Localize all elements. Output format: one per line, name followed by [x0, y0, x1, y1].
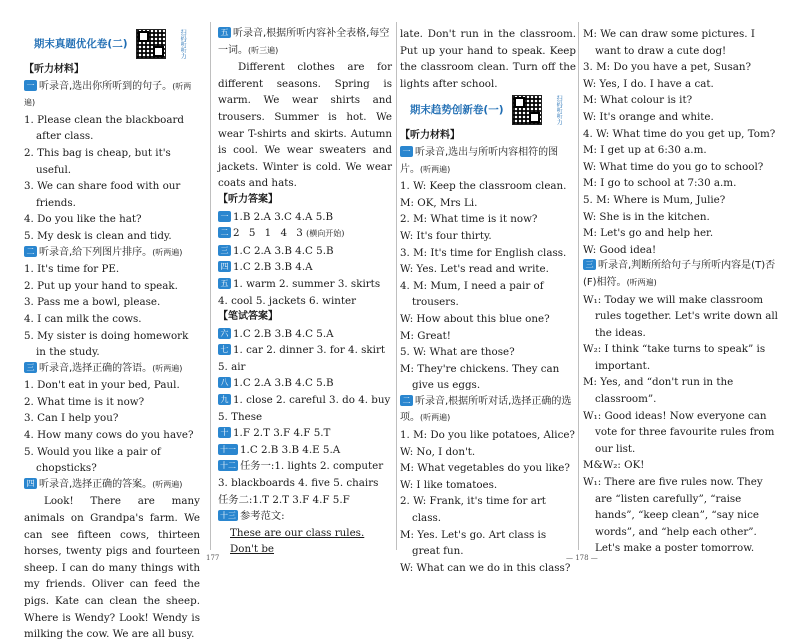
dialogue-list [400, 427, 576, 576]
number-badge-icon: 三 [24, 362, 37, 373]
number-badge-icon: 九 [218, 394, 231, 405]
column-divider [578, 22, 579, 550]
answer-line: 二 2 5 1 4 3 (横向开始) [218, 225, 392, 243]
model-essay: These are our class rules. Don't be [230, 526, 365, 556]
qr-caption: 扫码听听力 [555, 95, 563, 126]
question-list [24, 112, 200, 245]
column-4 [583, 26, 783, 557]
number-badge-icon: 二 [24, 246, 37, 257]
question-item: 5. My sister is doing homework in the study. [24, 329, 189, 359]
qr-caption: 扫码听听力 [179, 29, 187, 59]
section-heading: 【听力材料】 [24, 64, 84, 75]
question-item: 2. This bag is cheap, but it's useful. [24, 146, 171, 176]
question-item: 4. I can milk the cows. [24, 312, 142, 325]
number-badge-icon: 六 [218, 328, 231, 339]
question-item: 3. We can share food with our friends. [24, 180, 181, 209]
answer-line: 4. cool 5. jackets 6. winter [218, 294, 357, 307]
number-badge-icon: 五 [218, 278, 231, 289]
qr-code-icon [136, 29, 166, 59]
dialogue-line: M: Let's go and help her. [583, 227, 714, 240]
number-badge-icon: 四 [24, 478, 37, 489]
dialogue-line: W₂: I think “take turns to speak” is important. [583, 343, 766, 372]
number-badge-icon: 四 [218, 261, 231, 272]
dialogue-line: W: I like tomatoes. [400, 478, 498, 491]
page-number: 177 [206, 554, 220, 562]
dialogue-list [583, 26, 783, 258]
question-item: 3. Pass me a bowl, please. [24, 296, 161, 309]
answer-line: 十二 任务一:1. lights 2. computer [220, 460, 384, 473]
number-badge-icon: 一 [24, 80, 37, 91]
answer-line: 七 1. car 2. dinner 3. for 4. skirt [218, 342, 392, 359]
instruction: 一 听录音,选出你所听到的句子。(听两遍) [24, 80, 192, 108]
page-number: — 178 — [566, 554, 598, 562]
question-item: 4. How many cows do you have? [24, 429, 194, 442]
dialogue-line: 4. M: Mum, I need a pair of trousers. [400, 279, 544, 309]
instruction: 三 听录音,选择正确的答语。(听两遍) [24, 361, 200, 378]
instruction: 二 听录音,给下列图片排序。(听两遍) [24, 245, 200, 262]
answer-line: 十 1.F 2.T 3.F 4.F 5.T [218, 425, 392, 442]
number-badge-icon: 三 [218, 245, 231, 256]
question-list [24, 261, 200, 361]
question-item: 1. Don't eat in your bed, Paul. [24, 379, 180, 392]
instruction: 三 听录音,判断所给句子与所听内容是(T)否(F)相符。(听两遍) [583, 260, 776, 288]
question-item: 5. Would you like a pair of chopsticks? [24, 445, 161, 475]
dialogue-line: W₁: Today we will make classroom rules together. Let's write down all the ideas. [583, 293, 778, 339]
number-badge-icon: 十三 [220, 511, 236, 521]
column-divider [210, 22, 211, 550]
answer-line: 5. These [218, 410, 263, 423]
dialogue-line: W₁: There are five rules now. They are “listen carefully”, “raise hands”, “keep clean”, “say nice words”, and “help each other”. Let's make a poster tomorrow. [583, 476, 763, 555]
essay-continued: late. Don't run in the classroom. Put up your hand to speak. Keep the classroom clean. Turn off the lights after school. [400, 28, 576, 90]
section-heading: 【听力答案】 [218, 193, 278, 205]
dialogue-line: 1. M: Do you like potatoes, Alice? [400, 429, 575, 442]
question-item: 4. Do you like the hat? [24, 213, 142, 226]
number-badge-icon: 十 [218, 427, 231, 438]
dialogue-line: 2. M: What time is it now? [400, 213, 538, 226]
instruction: 一 听录音,选出与所听内容相符的图片。(听两遍) [400, 146, 559, 175]
instruction: 二 听录音,根据所听对话,选择正确的选项。(听两遍) [400, 395, 572, 424]
dialogue-list [583, 292, 783, 558]
question-item: 1. It's time for PE. [24, 263, 120, 276]
exam-header [24, 26, 200, 62]
dialogue-line: 2. W: Frank, it's time for art class. [400, 495, 546, 525]
dialogue-line: 4. W: What time do you get up, Tom? [583, 127, 776, 140]
number-badge-icon: 二 [218, 227, 231, 238]
number-badge-icon: 一 [400, 146, 413, 157]
dialogue-line: W: It's four thirty. [400, 229, 492, 242]
dialogue-line: M: Yes. Let's go. Art class is great fun. [400, 528, 547, 558]
dialogue-line: W: What time do you go to school? [583, 160, 764, 173]
dialogue-line: 5. M: Where is Mum, Julie? [583, 193, 726, 206]
dialogue-line: M: I go to school at 7:30 a.m. [583, 177, 737, 190]
answer-line: 任务二:1.T 2.T 3.F 4.F 5.F [218, 493, 350, 506]
instruction: 四 听录音,选择正确的答案。(听两遍) [24, 477, 200, 494]
answer-line: 5. air [218, 360, 246, 373]
question-item: 1. Please clean the blackboard after class. [24, 113, 185, 143]
instruction: 五 听录音,根据所听内容补全表格,每空一词。(听三遍) [218, 28, 390, 56]
number-badge-icon: 三 [583, 259, 596, 270]
question-item: 2. Put up your hand to speak. [24, 279, 178, 292]
dialogue-line: W: Good idea! [583, 243, 657, 256]
question-item: 3. Can I help you? [24, 412, 119, 425]
exam-title: 期末真题优化卷(二) [33, 37, 128, 50]
qr-code-icon [512, 95, 542, 125]
question-list [24, 377, 200, 477]
dialogue-line: W: Yes, I do. I have a cat. [583, 77, 714, 90]
answer-line: 五 1. warm 2. summer 3. skirts [218, 276, 392, 293]
question-item: 2. What time is it now? [24, 395, 145, 408]
answer-line: 九 1. close 2. careful 3. do 4. buy [218, 392, 392, 409]
exam-header [400, 92, 576, 128]
dialogue-line: W: What can we do in this class? [400, 561, 571, 574]
dialogue-line: W: It's orange and white. [583, 110, 714, 123]
number-badge-icon: 二 [400, 395, 413, 406]
number-badge-icon: 一 [218, 211, 231, 222]
dialogue-line: M: Great! [400, 329, 451, 342]
dialogue-line: M&W₂: OK! [583, 459, 645, 472]
number-badge-icon: 十二 [220, 461, 236, 471]
dialogue-line: W: How about this blue one? [400, 312, 550, 325]
answer-line: 3. blackboards 4. five 5. chairs [218, 477, 379, 490]
answer-line: 八 1.C 2.A 3.B 4.C 5.B [218, 375, 392, 392]
section-heading: 【笔试答案】 [218, 311, 278, 323]
number-badge-icon: 十一 [220, 444, 236, 454]
answer-line: 十三 参考范文: [220, 510, 285, 523]
column-3 [400, 26, 576, 576]
dialogue-line: 3. M: Do you have a pet, Susan? [583, 61, 752, 74]
answer-line: 六 1.C 2.B 3.B 4.C 5.A [218, 326, 392, 343]
dialogue-line: W: No, I don't. [400, 445, 476, 458]
exam-title: 期末趋势创新卷(一) [409, 104, 504, 117]
column-1 [24, 26, 200, 643]
listening-passage: Look! There are many animals on Grandpa's farm. We can see fifteen cows, thirteen horses, twenty pigs and fourteen sheep. I can do many things with my friends. Oliver can feed the pigs. Kate can clean the sheep. Where is Wendy? Look! Wendy is milking the cow. We are all busy. [24, 495, 200, 641]
dialogue-line: M: What vegetables do you like? [400, 462, 570, 475]
dialogue-line: M: What colour is it? [583, 94, 693, 107]
dialogue-line: M: They're chickens. They can give us eggs. [400, 362, 560, 392]
dialogue-line: M: Yes, and “don't run in the classroom”. [583, 376, 734, 406]
dialogue-line: M: I get up at 6:30 a.m. [583, 144, 707, 157]
number-badge-icon: 五 [218, 27, 231, 38]
dialogue-line: 3. M: It's time for English class. [400, 246, 567, 259]
column-2 [218, 26, 392, 558]
answer-line: 十一 1.C 2.B 3.B 4.E 5.A [220, 443, 341, 456]
listening-passage: Different clothes are for different seasons. Spring is warm. We wear shirts and trousers. Summer is hot. We wear T-shirts and skirts. Autumn is cool. We wear sweaters and jackets. Winter is cold. We wear coats and hats. [218, 61, 392, 190]
dialogue-line: M: OK, Mrs Li. [400, 196, 478, 209]
dialogue-line: W: Yes. Let's read and write. [400, 263, 549, 276]
number-badge-icon: 八 [218, 377, 231, 388]
dialogue-line: W₁: Good ideas! Now everyone can vote for three favourite rules from our list. [583, 409, 775, 455]
number-badge-icon: 七 [218, 344, 231, 355]
column-divider [396, 22, 397, 550]
dialogue-line: M: We can draw some pictures. I want to draw a cute dog! [583, 28, 755, 57]
section-heading: 【听力材料】 [400, 130, 460, 142]
question-item: 5. My desk is clean and tidy. [24, 229, 172, 242]
answer-line: 四 1.C 2.B 3.B 4.A [218, 259, 392, 276]
answer-line: 三 1.C 2.A 3.B 4.C 5.B [218, 243, 392, 260]
dialogue-line: 5. W: What are those? [400, 346, 515, 359]
answer-line: 一 1.B 2.A 3.C 4.A 5.B [218, 209, 392, 226]
dialogue-list [400, 178, 576, 394]
dialogue-line: 1. W: Keep the classroom clean. [400, 180, 567, 193]
dialogue-line: W: She is in the kitchen. [583, 210, 710, 223]
